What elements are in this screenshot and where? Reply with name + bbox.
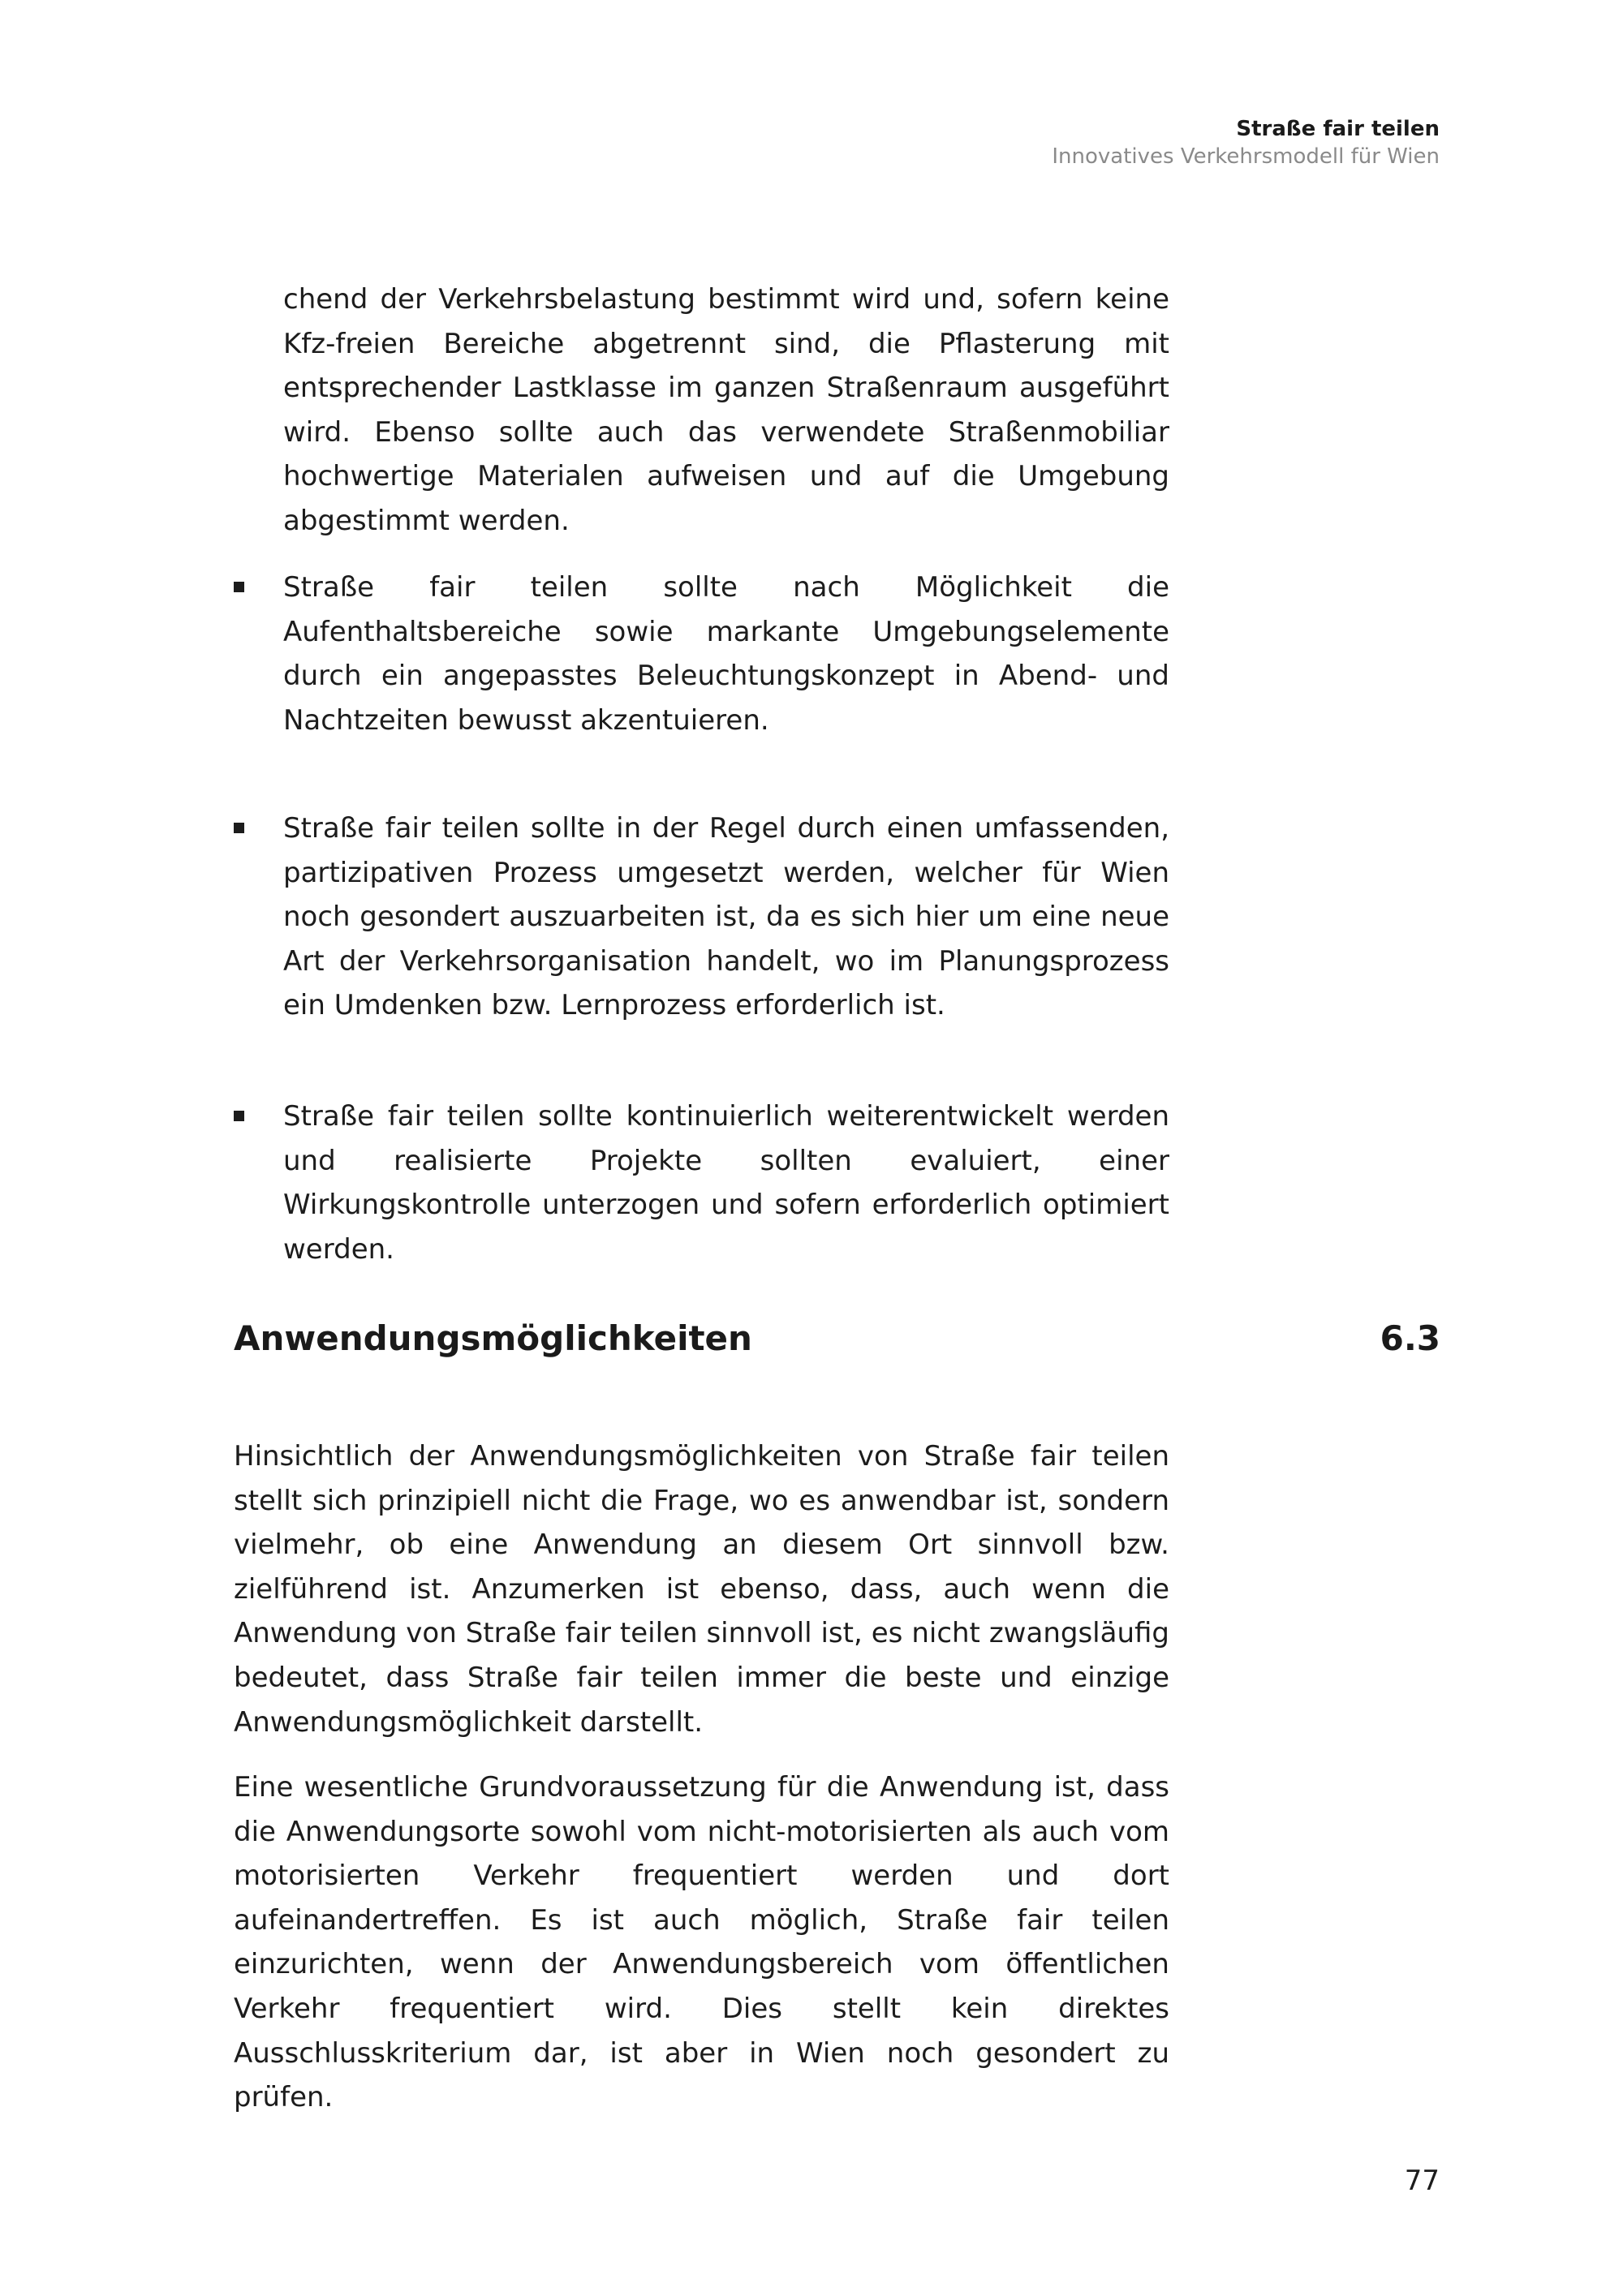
body-paragraph: Hinsichtlich der Anwendungsmöglichkeiten von Straße fair teilen stellt sich prinzipiell nicht die Frage, wo es anwendbar ist, sondern vielmehr, ob eine Anwendung an diesem Ort sinnvoll bzw. zielführend ist. Anzumerken ist ebenso, dass, auch wenn die Anwendung von Straße fair teilen sinnvoll ist, es nicht zwangsläufig bedeutet, dass Straße fair teilen immer die beste und einzige Anwendungsmöglichkeit darstellt.	[234, 1440, 1169, 1739]
continuation-paragraph: chend der Verkehrsbelastung bestimmt wird und, sofern keine Kfz-freien Bereiche abgetrennt sind, die Pflasterung mit entsprechender Lastklasse im ganzen Straßenraum ausgeführt wird. Ebenso sollte auch das verwendete Straßenmobiliar hochwertige Materialen aufweisen und auf die Umgebung abgestimmt werden.	[283, 283, 1169, 537]
body-paragraph: Eine wesentliche Grundvoraussetzung für die Anwendung ist, dass die Anwendungsorte sowohl vom nicht-motorisierten als auch vom motorisierten Verkehr frequentiert werden und dort aufeinandertreffen. Es ist auch möglich, Straße fair teilen einzurichten, wenn der Anwendungsbereich vom öffentlichen Verkehr frequentiert wird. Dies stellt kein direktes Ausschlusskriterium dar, ist aber in Wien noch gesondert zu prüfen.	[234, 1771, 1169, 2114]
running-header	[1052, 115, 1440, 170]
header-title: Straße fair teilen	[1236, 117, 1440, 141]
bullet-text: Straße fair teilen sollte kontinuierlich weiterentwickelt werden und realisierte Projekte sollten evaluiert, einer Wirkungskontrolle unterzogen und sofern erforderlich optimiert werden.	[283, 1100, 1169, 1266]
header-subtitle: Innovatives Verkehrsmodell für Wien	[1052, 144, 1440, 169]
bullet-text: Straße fair teilen sollte in der Regel durch einen umfassenden, partizipativen Prozess umgesetzt werden, welcher für Wien noch gesondert auszuarbeiten ist, da es sich hier um eine neue Art der Verkehrsorganisation handelt, wo im Planungsprozess ein Umdenken bzw. Lernprozess erforderlich ist.	[283, 812, 1169, 1022]
page-number: 77	[1404, 2165, 1440, 2197]
square-bullet-icon	[234, 1111, 244, 1121]
bullet-text: Straße fair teilen sollte nach Möglichkeit die Aufenthaltsbereiche sowie markante Umgebungselemente durch ein angepasstes Beleuchtungskonzept in Abend- und Nachtzeiten bewusst akzentuieren.	[283, 571, 1169, 737]
square-bullet-icon	[234, 582, 244, 592]
section-number: 6.3	[1380, 1318, 1440, 1358]
square-bullet-icon	[234, 823, 244, 833]
section-heading	[234, 1314, 1440, 1363]
section-title: Anwendungsmöglichkeiten	[234, 1318, 752, 1358]
